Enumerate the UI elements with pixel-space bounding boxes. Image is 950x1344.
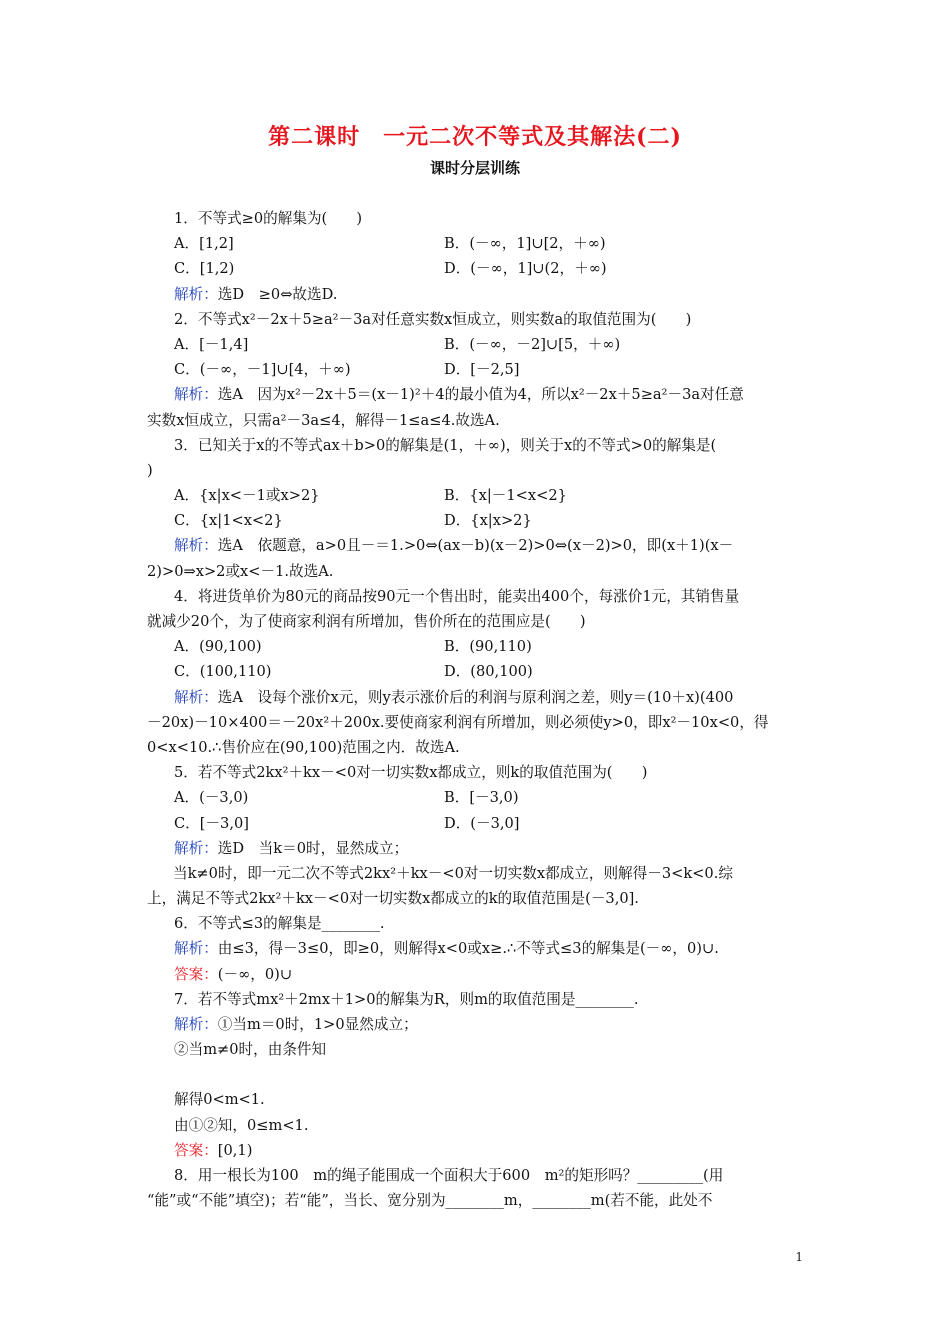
analysis-text: 选D 当k＝0时，显然成立； [217, 839, 409, 857]
question-5-stem: 5．若不等式2kx²＋kx－<0对一切实数x都成立，则k的取值范围为( ) [174, 764, 648, 782]
question-3-stem-line-1: 3．已知关于x的不等式ax＋b>0的解集是(1，＋∞)，则关于x的不等式>0的解集是( [174, 436, 717, 454]
option-a: A．[－1,4] [174, 335, 249, 353]
option-a: A．(90,100) [174, 638, 262, 656]
option-d: D．{x|x>2} [444, 512, 532, 530]
answer-text: [0,1) [217, 1141, 253, 1159]
analysis-text: 选A 因为x²－2x＋5＝(x－1)²＋4的最小值为4，所以x²－2x＋5≥a²－3a对任意 [217, 386, 744, 404]
analysis-label: 解析： [174, 285, 218, 303]
question-4-options-row-1 [174, 634, 814, 659]
question-3-stem-line-2: ) [147, 461, 153, 479]
question-7-analysis-line-2: ②当m≠0时，由条件知 [174, 1041, 327, 1059]
question-5-analysis-line-3: 上，满足不等式2kx²＋kx－<0对一切实数x都成立的k的取值范围是(－3,0]. [147, 890, 639, 908]
option-c: C．(100,110) [174, 663, 272, 681]
question-2-analysis-line-1 [174, 382, 814, 407]
question-1-options-row-2 [174, 256, 814, 281]
option-a: A．{x|x<－1或x>2} [174, 487, 320, 505]
question-5-analysis-line-2: 当k≠0时，即一元二次不等式2kx²＋kx－<0对一切实数x都成立，则解得－3<k<0.综 [173, 864, 733, 882]
option-d: D．(－∞，1]∪(2，＋∞) [444, 260, 607, 278]
analysis-label: 解析： [174, 940, 218, 958]
question-6-stem: 6．不等式≤3的解集是________. [174, 915, 385, 933]
option-b: B．(－∞，－2]∪[5，＋∞) [444, 335, 621, 353]
question-4-stem-line-2: 就减少20个，为了使商家利润有所增加，售价所在的范围应是( ) [147, 613, 586, 630]
question-6-analysis [174, 936, 814, 961]
answer-label: 答案： [174, 965, 218, 983]
question-6-answer [174, 962, 814, 987]
question-7-analysis-line-3: 解得0<m<1. [174, 1091, 265, 1109]
option-c: C．[1,2) [174, 260, 235, 278]
analysis-text: 选D ≥0⇔故选D. [217, 285, 338, 303]
page-title: 第二课时 一元二次不等式及其解法(二) [268, 124, 682, 150]
question-5-options-row-2 [174, 811, 814, 836]
question-1-options-row-1 [174, 231, 814, 256]
question-5-analysis-line-1 [174, 836, 814, 861]
question-4-analysis-line-2: －20x)－10×400＝－20x²＋200x.要使商家利润有所增加，则必须使y>0，即x²－10x<0，得 [147, 713, 769, 731]
option-b: B．(90,110) [444, 638, 532, 656]
answer-text: (－∞，0)∪ [217, 965, 293, 983]
question-3-options-row-1 [174, 483, 814, 508]
question-7-stem: 7．若不等式mx²＋2mx＋1>0的解集为R，则m的取值范围是________. [174, 990, 639, 1008]
question-8-stem-line-1: 8．用一根长为100 m的绳子能围成一个面积大于600 m²的矩形吗？_________(用 [174, 1166, 724, 1184]
question-2-analysis-line-2: 实数x恒成立，只需a²－3a≤4，解得－1≤a≤4.故选A. [147, 411, 500, 429]
page-subtitle: 课时分层训练 [429, 159, 520, 177]
question-2-stem: 2．不等式x²－2x＋5≥a²－3a对任意实数x恒成立，则实数a的取值范围为( ) [174, 310, 692, 328]
option-c: C．(－∞，－1]∪[4，＋∞) [174, 361, 351, 379]
question-4-stem-line-1: 4．将进货单价为80元的商品按90元一个售出时，能卖出400个，每涨价1元，其销售量 [174, 587, 740, 605]
option-d: D．[－2,5] [444, 361, 520, 379]
analysis-text: 选A 依题意，a>0且－＝1.>0⇔(ax－b)(x－2)>0⇔(x－2)>0，即(x＋1)(x－ [217, 537, 734, 555]
question-1-stem: 1．不等式≥0的解集为( ) [174, 210, 363, 227]
option-a: A．[1,2] [174, 235, 234, 253]
analysis-label: 解析： [174, 839, 218, 857]
analysis-label: 解析： [174, 537, 218, 555]
question-3-analysis-line-2: 2)>0⇒x>2或x<－1.故选A. [147, 562, 334, 580]
question-3-options-row-2 [174, 508, 814, 533]
option-d: D．(80,100) [444, 663, 533, 681]
question-4-analysis-line-1 [174, 685, 814, 710]
answer-label: 答案： [174, 1141, 218, 1159]
option-a: A．(－3,0) [174, 789, 249, 807]
option-c: C．[－3,0] [174, 814, 249, 832]
question-4-options-row-2 [174, 659, 814, 684]
question-7-analysis-line-4: 由①②知，0≤m<1. [174, 1116, 309, 1134]
question-7-analysis-line-1 [174, 1012, 814, 1037]
exercise-list [147, 206, 814, 1213]
analysis-text: ①当m＝0时，1>0显然成立； [217, 1016, 418, 1033]
question-2-options-row-2 [174, 357, 814, 382]
blank-gap [174, 1062, 814, 1087]
question-8-stem-line-2: “能”或“不能”填空)；若“能”，当长、宽分别为________m，________m(若不能，此处不 [147, 1192, 713, 1210]
question-2-options-row-1 [174, 332, 814, 357]
analysis-label: 解析： [174, 1016, 218, 1033]
question-3-analysis-line-1 [174, 533, 814, 558]
question-4-analysis-line-3: 0<x<10.∴售价应在(90,100)范围之内．故选A. [147, 738, 460, 756]
option-d: D．(－3,0] [444, 814, 520, 832]
question-7-answer [174, 1138, 814, 1163]
option-c: C．{x|1<x<2} [174, 512, 283, 530]
option-b: B．{x|－1<x<2} [444, 487, 567, 505]
option-b: B．(－∞，1]∪[2，＋∞) [444, 235, 606, 253]
question-1-analysis [174, 282, 814, 307]
analysis-text: 选A 设每个涨价x元，则y表示涨价后的利润与原利润之差，则y＝(10＋x)(400 [217, 688, 734, 706]
option-b: B．[－3,0) [444, 789, 519, 807]
analysis-label: 解析： [174, 386, 218, 404]
analysis-text: 由≤3，得－3≤0，即≥0，则解得x<0或x≥.∴不等式≤3的解集是(－∞，0)∪. [217, 940, 719, 958]
analysis-label: 解析： [174, 688, 218, 706]
page-number: 1 [795, 1250, 803, 1264]
question-5-options-row-1 [174, 785, 814, 810]
